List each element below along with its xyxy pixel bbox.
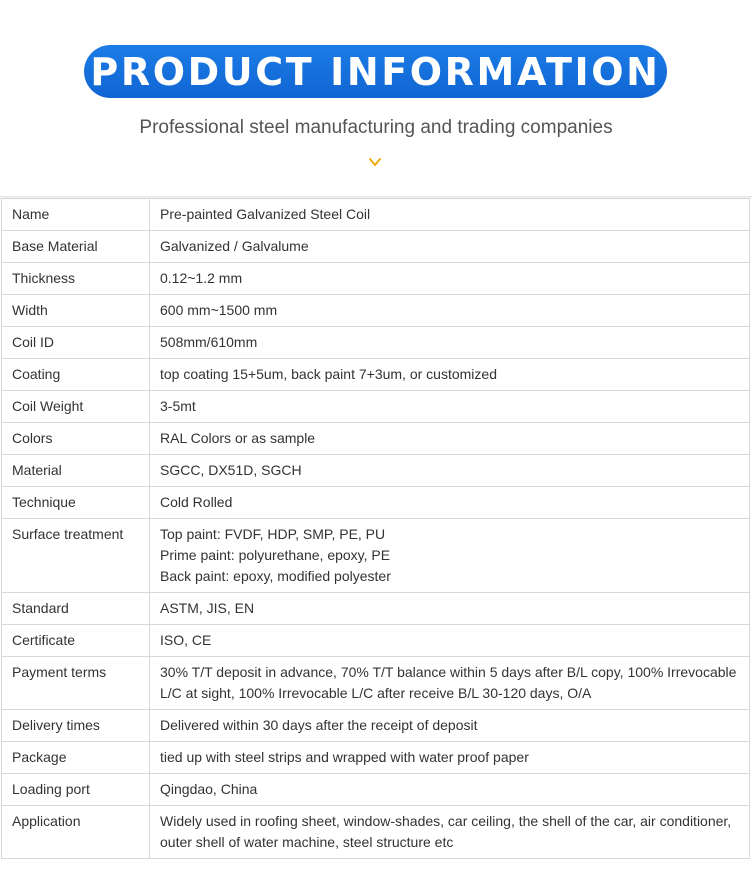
table-row <box>2 710 750 742</box>
spec-label: Surface treatment <box>2 519 150 593</box>
table-row <box>2 657 750 710</box>
spec-label: Certificate <box>2 625 150 657</box>
spec-value-line: ISO, CE <box>160 632 212 648</box>
spec-value <box>150 199 750 231</box>
page-subtitle: Professional steel manufacturing and trading companies <box>139 117 613 138</box>
spec-value <box>150 519 750 593</box>
spec-label: Payment terms <box>2 657 150 710</box>
spec-label: Thickness <box>2 263 150 295</box>
spec-label: Delivery times <box>2 710 150 742</box>
spec-label: Loading port <box>2 774 150 806</box>
spec-value <box>150 391 750 423</box>
spec-label: Technique <box>2 487 150 519</box>
spec-label: Base Material <box>2 231 150 263</box>
spec-value <box>150 231 750 263</box>
spec-value-line: 508mm/610mm <box>160 334 258 350</box>
spec-label: Application <box>2 806 150 859</box>
spec-value-line: Qingdao, China <box>160 781 258 797</box>
spec-value-line: 3-5mt <box>160 398 196 414</box>
table-row <box>2 391 750 423</box>
spec-value-line: SGCC, DX51D, SGCH <box>160 462 302 478</box>
table-row <box>2 199 750 231</box>
spec-value <box>150 774 750 806</box>
spec-value-line: Widely used in roofing sheet, window-shades, car ceiling, the shell of the car, air conditioner, <box>160 813 732 829</box>
spec-label: Name <box>2 199 150 231</box>
chevron-down-icon <box>369 156 381 168</box>
spec-value-line: ASTM, JIS, EN <box>160 600 255 616</box>
title-banner <box>84 45 667 98</box>
spec-value-line: Pre-painted Galvanized Steel Coil <box>160 206 371 222</box>
table-row <box>2 455 750 487</box>
table-row <box>2 263 750 295</box>
spec-value-line: top coating 15+5um, back paint 7+3um, or customized <box>160 366 497 382</box>
table-row <box>2 519 750 593</box>
spec-value-line: tied up with steel strips and wrapped with water proof paper <box>160 749 529 765</box>
spec-value <box>150 263 750 295</box>
spec-value <box>150 657 750 710</box>
spec-label: Material <box>2 455 150 487</box>
table-row <box>2 625 750 657</box>
table-row <box>2 327 750 359</box>
spec-value-line: Cold Rolled <box>160 494 233 510</box>
spec-value <box>150 455 750 487</box>
spec-value <box>150 806 750 859</box>
spec-value <box>150 742 750 774</box>
spec-value <box>150 327 750 359</box>
spec-value <box>150 423 750 455</box>
spec-value-line: Galvanized / Galvalume <box>160 238 309 254</box>
spec-label: Width <box>2 295 150 327</box>
spec-value <box>150 710 750 742</box>
spec-value-line: 600 mm~1500 mm <box>160 302 278 318</box>
spec-table-body <box>2 199 750 859</box>
spec-value-line: Prime paint: polyurethane, epoxy, PE <box>160 547 391 563</box>
spec-value-line: outer shell of water machine, steel structure etc <box>160 834 454 850</box>
table-row <box>2 359 750 391</box>
spec-value <box>150 487 750 519</box>
spec-value <box>150 359 750 391</box>
spec-value-line: RAL Colors or as sample <box>160 430 316 446</box>
spec-value-line: Back paint: epoxy, modified polyester <box>160 568 391 584</box>
spec-label: Package <box>2 742 150 774</box>
spec-value <box>150 593 750 625</box>
table-row <box>2 806 750 859</box>
spec-label: Coil Weight <box>2 391 150 423</box>
spec-value-line: 30% T/T deposit in advance, 70% T/T balance within 5 days after B/L copy, 100% Irrevocable <box>160 664 737 680</box>
spec-value-line: Top paint: FVDF, HDP, SMP, PE, PU <box>160 526 386 542</box>
page-title: PRODUCT INFORMATION <box>90 49 661 94</box>
table-row <box>2 742 750 774</box>
table-row <box>2 774 750 806</box>
spec-value-line: Delivered within 30 days after the receipt of deposit <box>160 717 478 733</box>
table-row <box>2 593 750 625</box>
product-spec-table <box>1 198 750 859</box>
spec-label: Coating <box>2 359 150 391</box>
table-row <box>2 231 750 263</box>
spec-label: Colors <box>2 423 150 455</box>
table-row <box>2 295 750 327</box>
page-header <box>0 0 752 196</box>
spec-label: Standard <box>2 593 150 625</box>
spec-label: Coil ID <box>2 327 150 359</box>
spec-value <box>150 625 750 657</box>
table-row <box>2 423 750 455</box>
spec-value <box>150 295 750 327</box>
spec-value-line: L/C at sight, 100% Irrevocable L/C after receive B/L 30-120 days, O/A <box>160 685 592 701</box>
table-row <box>2 487 750 519</box>
spec-value-line: 0.12~1.2 mm <box>160 270 243 286</box>
